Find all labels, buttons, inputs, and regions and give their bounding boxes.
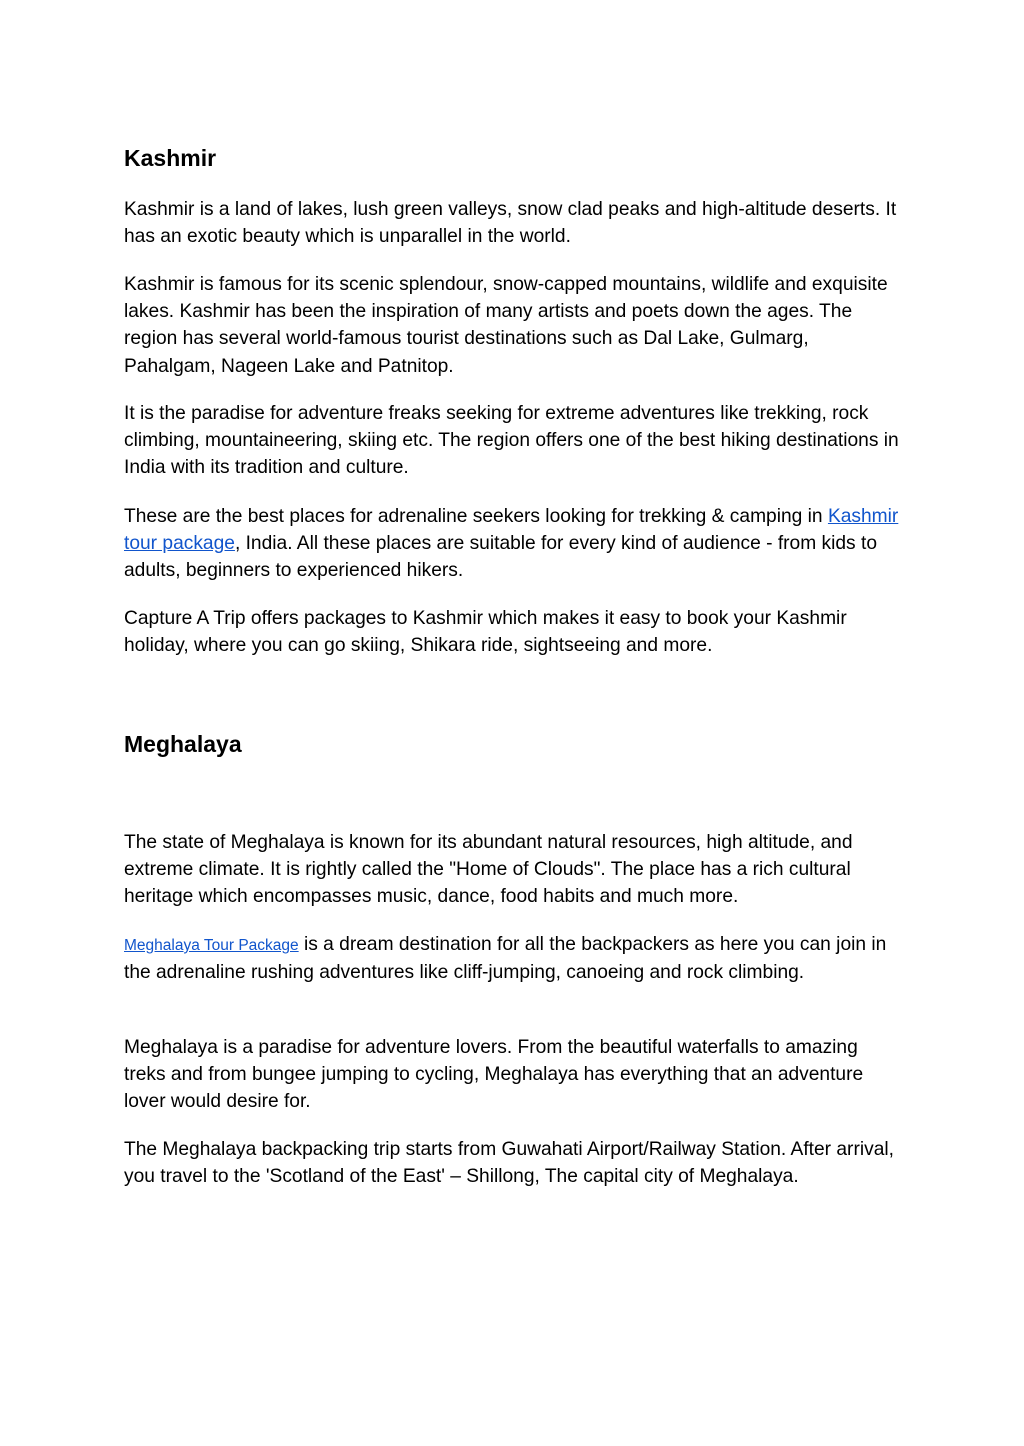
- meghalaya-tour-package-link[interactable]: Meghalaya Tour Package: [124, 937, 299, 954]
- kashmir-heading: Kashmir: [124, 145, 217, 171]
- kashmir-famous-paragraph: Kashmir is famous for its scenic splendour, snow-capped mountains, wildlife and exquisite lakes. Kashmir has been the inspiration of many artists and poets down the ages. The region has several world-famous tourist destinations such as Dal Lake, Gulmarg, Pahalgam, Nageen Lake and Patnitop.: [124, 274, 888, 377]
- kashmir-adventure-paragraph: It is the paradise for adventure freaks seeking for extreme adventures like trekking, rock climbing, mountaineering, skiing etc. The region offers one of the best hiking destinations in India with its tradition and culture.: [124, 403, 899, 479]
- meghalaya-package-text: is a dream destination for all the backpackers as here you can join in the adrenaline rushing adventures like cliff-jumping, canoeing and rock climbing.: [124, 934, 887, 984]
- kashmir-tour-package-link[interactable]: Kashmir tour package: [124, 506, 899, 555]
- kashmir-capture-a-trip-paragraph: Capture A Trip offers packages to Kashmir which makes it easy to book your Kashmir holiday, where you can go skiing, Shikara ride, sightseeing and more.: [124, 608, 847, 657]
- meghalaya-adventure-paragraph: Meghalaya is a paradise for adventure lovers. From the beautiful waterfalls to amazing treks and from bungee jumping to cycling, Meghalaya has everything that an adventure lover would desire for.: [124, 1037, 864, 1113]
- meghalaya-package-paragraph: [124, 931, 900, 986]
- kashmir-places-text-end: , India. All these places are suitable for every kind of audience - from kids to adults, beginners to experienced hikers.: [124, 533, 877, 582]
- kashmir-places-text-start: These are the best places for adrenaline seekers looking for trekking & camping in: [124, 506, 828, 527]
- meghalaya-heading: Meghalaya: [124, 731, 242, 757]
- meghalaya-trip-paragraph: The Meghalaya backpacking trip starts from Guwahati Airport/Railway Station. After arrival, you travel to the 'Scotland of the East' – Shillong, The capital city of Meghalaya.: [124, 1139, 894, 1188]
- kashmir-places-paragraph: [124, 503, 900, 585]
- meghalaya-intro-paragraph: The state of Meghalaya is known for its abundant natural resources, high altitude, and extreme climate. It is rightly called the "Home of Clouds". The place has a rich cultural heritage which encompasses music, dance, food habits and much more.: [124, 832, 853, 908]
- kashmir-intro-paragraph: Kashmir is a land of lakes, lush green valleys, snow clad peaks and high-altitude deserts. It has an exotic beauty which is unparallel in the world.: [124, 199, 897, 248]
